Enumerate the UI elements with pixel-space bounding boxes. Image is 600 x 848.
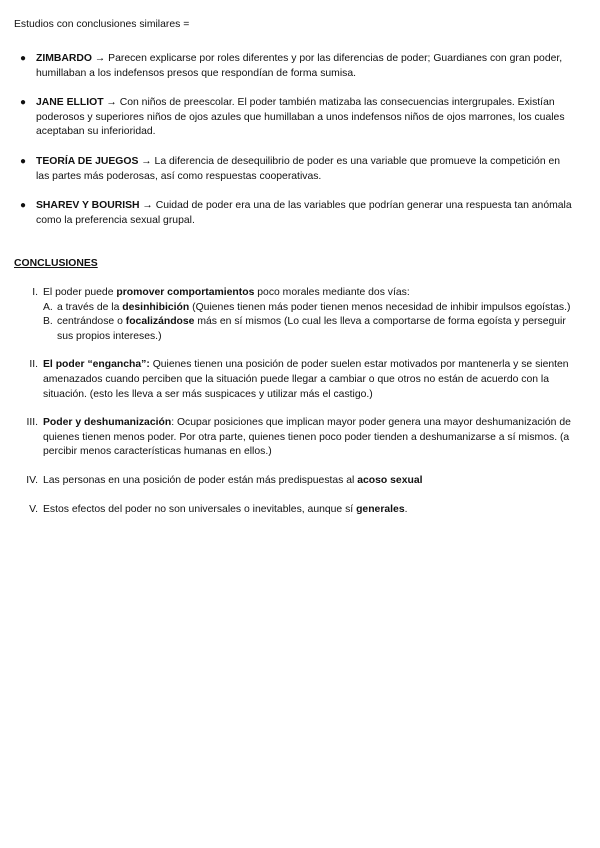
conclusion-item — [14, 503, 574, 518]
bullet-icon: ● — [20, 53, 27, 64]
conclusion-bold: promover comportamientos — [116, 287, 255, 298]
list-item — [14, 199, 574, 228]
study-text: → Con niños de preescolar. El poder también matizaba las consecuencias intergrupales. Existían poderosos y superiores niños de ojos azules que humillaban a unos indefensos niños de ojos marrones, los cuales aceptaban su inferioridad. — [36, 97, 565, 138]
study-text: → La diferencia de desequilibrio de poder es una variable que promueve la competición en las partes más poderosas, así como respuestas cooperativas. — [36, 155, 561, 182]
studies-list — [14, 52, 574, 243]
roman-numeral: IV. — [26, 474, 38, 486]
conclusions-heading: CONCLUSIONES — [14, 258, 98, 269]
sub-text: centrándose o — [57, 316, 126, 328]
conclusion-text: poco morales mediante dos vías: — [254, 287, 410, 298]
conclusion-item — [14, 358, 574, 402]
conclusion-text: . — [404, 503, 408, 515]
conclusion-text: El poder puede — [43, 287, 117, 298]
roman-numeral: III. — [26, 417, 38, 429]
conclusion-text: : Ocupar posiciones que implican mayor poder genera una mayor deshumanización de quienes tienen menos poder. Por otra parte, quienes tienen poco poder tienden a deshumanizarse a sí mismos. (a percibir menos características humanas en ellos.) — [43, 417, 571, 458]
conclusion-text: Estos efectos del poder no son universales o inevitables, aunque sí — [43, 503, 357, 515]
sub-bold: focalizándose — [125, 316, 195, 328]
sub-list — [43, 301, 574, 345]
conclusions-list — [14, 286, 574, 531]
conclusion-item — [14, 416, 574, 460]
bullet-icon: ● — [20, 155, 27, 167]
conclusion-text: Quienes tienen una posición de poder suelen estar motivados por mantenerla y se sienten amenazados cuando perciben que la situación puede llegar a cambiar o que otros no están de acuerdo con la situación. (esto les lleva a ser más suspicaces y utilizar más el castigo.) — [43, 359, 569, 400]
conclusion-bold: generales — [356, 503, 405, 515]
conclusion-text: Las personas en una posición de poder están más predispuestas al — [43, 474, 358, 486]
conclusion-bold: acoso sexual — [357, 474, 423, 486]
letter-marker: B. — [43, 316, 53, 328]
sub-text: más en sí mismos (Lo cual les lleva a comportarse de forma egoísta y perseguir sus propios intereses.) — [57, 316, 566, 342]
intro-line: Estudios con conclusiones similares = — [14, 19, 190, 30]
list-item — [14, 96, 574, 140]
conclusion-bold: Poder y deshumanización — [43, 417, 172, 429]
sub-bold: desinhibición — [122, 301, 190, 313]
study-name: ZIMBARDO — [36, 53, 92, 64]
bullet-icon: ● — [20, 200, 27, 212]
conclusion-item — [14, 474, 574, 489]
sub-item — [43, 315, 574, 344]
roman-numeral: I. — [32, 287, 38, 298]
sub-text: (Quienes tienen más poder tienen menos necesidad de inhibir impulsos egoístas.) — [189, 301, 571, 313]
study-text: → Parecen explicarse por roles diferentes y por las diferencias de poder; Guardianes con gran poder, humillaban a los indefensos presos que respondían de forma sumisa. — [36, 53, 563, 79]
conclusion-bold: El poder “engancha”: — [43, 359, 150, 371]
study-name: SHAREV Y BOURISH — [36, 200, 140, 212]
study-text: → Cuidad de poder era una de las variables que podrían generar una respuesta tan anómala como la preferencia sexual grupal. — [36, 200, 572, 226]
study-name: JANE ELLIOT — [36, 97, 104, 109]
list-item — [14, 52, 574, 81]
study-name: TEORÍA DE JUEGOS — [36, 155, 139, 167]
bullet-icon: ● — [20, 97, 27, 109]
roman-numeral: V. — [29, 503, 38, 515]
conclusion-item — [14, 286, 574, 344]
sub-item — [43, 301, 574, 316]
sub-text: a través de la — [57, 301, 123, 313]
roman-numeral: II. — [29, 359, 38, 371]
list-item — [14, 155, 574, 184]
letter-marker: A. — [43, 301, 53, 313]
